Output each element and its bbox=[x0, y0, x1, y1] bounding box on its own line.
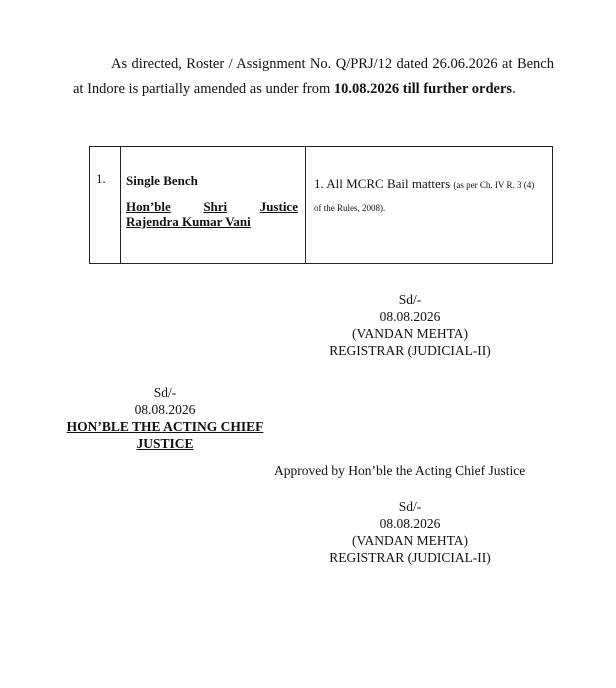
signature-date: 08.08.2026 bbox=[379, 309, 441, 324]
signatory-designation: REGISTRAR (JUDICIAL-II) bbox=[329, 550, 491, 565]
judge-honorific: Hon’ble bbox=[126, 199, 171, 214]
judge-title: Shri bbox=[203, 199, 228, 214]
serial-number: 1. bbox=[96, 171, 106, 186]
table-row bbox=[90, 147, 553, 264]
sd-mark: Sd/- bbox=[398, 499, 422, 514]
matter-main: 1. All MCRC Bail matters bbox=[314, 176, 451, 191]
effective-date-text: 10.08.2026 till further orders bbox=[333, 81, 513, 97]
matters-cell bbox=[306, 147, 553, 264]
signature-date: 08.08.2026 bbox=[379, 516, 441, 531]
matter-note-a: (as per Ch. IV R. 3 (4) bbox=[453, 180, 535, 190]
signature-block-registrar bbox=[310, 291, 510, 359]
signatory-title: HON’BLE THE ACTING CHIEF JUSTICE bbox=[66, 419, 264, 451]
intro-end: . bbox=[512, 81, 516, 97]
roster-table bbox=[89, 146, 553, 264]
signatory-name: (VANDAN MEHTA) bbox=[351, 533, 469, 548]
approval-note: Approved by Hon’ble the Acting Chief Justice bbox=[274, 463, 526, 478]
judge-full-name: Rajendra Kumar Vani bbox=[126, 214, 251, 229]
bench-cell bbox=[121, 147, 306, 264]
signatory-designation: REGISTRAR (JUDICIAL-II) bbox=[329, 343, 491, 358]
judge-rank: Justice bbox=[259, 199, 298, 214]
serial-cell bbox=[90, 147, 121, 264]
signature-block-registrar-approval bbox=[310, 498, 510, 566]
intro-text: As directed, Roster / Assignment No. Q/PRJ/12 dated 26.06.2026 at Bench at Indore is partially amended as under from bbox=[73, 56, 554, 97]
bench-type: Single Bench bbox=[126, 173, 198, 188]
sd-mark: Sd/- bbox=[398, 292, 422, 307]
signature-block-chief-justice bbox=[60, 384, 270, 452]
intro-paragraph bbox=[73, 52, 554, 102]
signature-date: 08.08.2026 bbox=[134, 402, 196, 417]
judge-name bbox=[126, 199, 299, 229]
sd-mark: Sd/- bbox=[153, 385, 177, 400]
signatory-name: (VANDAN MEHTA) bbox=[351, 326, 469, 341]
matter-note-b: of the Rules, 2008). bbox=[314, 203, 386, 213]
